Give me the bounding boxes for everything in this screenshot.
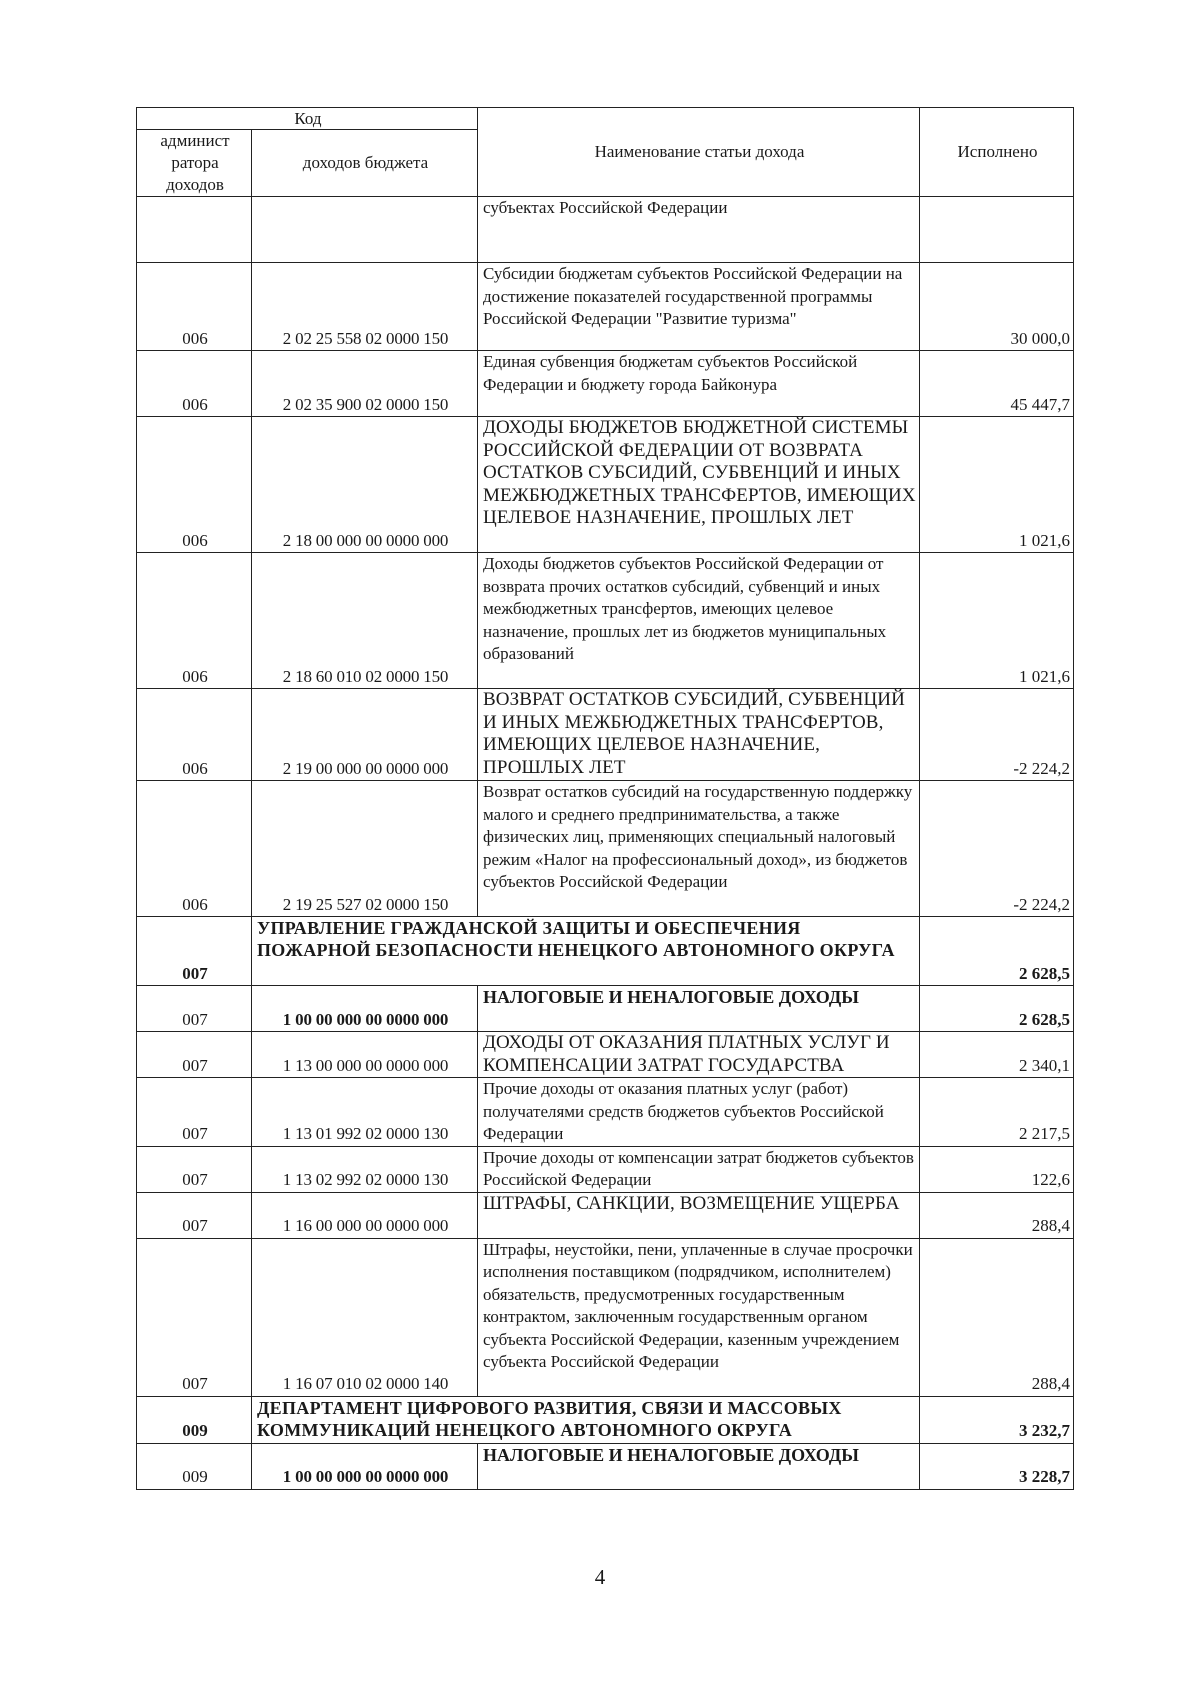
table-header — [137, 108, 1074, 197]
table-row — [137, 689, 1074, 781]
table-row-section — [137, 1396, 1074, 1443]
table-row — [137, 986, 1074, 1032]
name-cell: субъектах Российской Федерации — [478, 197, 920, 263]
code-cell: 1 00 00 000 00 0000 000 — [252, 1443, 478, 1489]
executed-cell: 1 021,6 — [920, 553, 1074, 689]
name-cell: Возврат остатков субсидий на государственную поддержку малого и среднего предпринимательства, а также физических лиц, применяющих специальный налоговый режим «Налог на профессиональный доход», из бюджетов субъектов Российской Федерации — [478, 781, 920, 917]
name-cell: НАЛОГОВЫЕ И НЕНАЛОГОВЫЕ ДОХОДЫ — [478, 986, 920, 1032]
table-row — [137, 1238, 1074, 1396]
name-cell: Штрафы, неустойки, пени, уплаченные в случае просрочки исполнения поставщиком (подрядчиком, исполнителем) обязательств, предусмотренных государственным контрактом, заключенным государственным органом субъекта Российской Федерации, казенным учреждением субъекта Российской Федерации — [478, 1238, 920, 1396]
admin-cell: 007 — [137, 986, 252, 1032]
admin-cell: 007 — [137, 1238, 252, 1396]
executed-cell: 3 228,7 — [920, 1443, 1074, 1489]
executed-cell: 2 628,5 — [920, 917, 1074, 986]
code-cell: 2 02 25 558 02 0000 150 — [252, 263, 478, 351]
name-cell: Доходы бюджетов субъектов Российской Федерации от возврата прочих остатков субсидий, субвенций и иных межбюджетных трансфертов, имеющих целевое назначение, прошлых лет из бюджетов муниципальных образований — [478, 553, 920, 689]
executed-cell: 3 232,7 — [920, 1396, 1074, 1443]
admin-cell: 007 — [137, 1146, 252, 1192]
table-row — [137, 1146, 1074, 1192]
code-cell: 1 13 02 992 02 0000 130 — [252, 1146, 478, 1192]
section-title-cell: ДЕПАРТАМЕНТ ЦИФРОВОГО РАЗВИТИЯ, СВЯЗИ И МАССОВЫХ КОММУНИКАЦИЙ НЕНЕЦКОГО АВТОНОМНОГО ОКРУГА — [252, 1396, 920, 1443]
header-executed-column: Исполнено — [920, 108, 1074, 197]
code-cell: 2 19 00 000 00 0000 000 — [252, 689, 478, 781]
executed-cell: 2 628,5 — [920, 986, 1074, 1032]
executed-cell: -2 224,2 — [920, 689, 1074, 781]
name-cell: ДОХОДЫ ОТ ОКАЗАНИЯ ПЛАТНЫХ УСЛУГ И КОМПЕНСАЦИИ ЗАТРАТ ГОСУДАРСТВА — [478, 1032, 920, 1078]
admin-cell: 006 — [137, 689, 252, 781]
admin-cell: 007 — [137, 917, 252, 986]
executed-cell: 122,6 — [920, 1146, 1074, 1192]
table-row — [137, 417, 1074, 553]
admin-cell: 007 — [137, 1032, 252, 1078]
executed-cell — [920, 197, 1074, 263]
name-cell: Прочие доходы от компенсации затрат бюджетов субъектов Российской Федерации — [478, 1146, 920, 1192]
admin-cell: 006 — [137, 351, 252, 417]
name-cell: Субсидии бюджетам субъектов Российской Федерации на достижение показателей государственной программы Российской Федерации "Развитие туризма" — [478, 263, 920, 351]
name-cell: ВОЗВРАТ ОСТАТКОВ СУБСИДИЙ, СУБВЕНЦИЙ И ИНЫХ МЕЖБЮДЖЕТНЫХ ТРАНСФЕРТОВ, ИМЕЮЩИХ ЦЕЛЕВОЕ НАЗНАЧЕНИЕ, ПРОШЛЫХ ЛЕТ — [478, 689, 920, 781]
code-cell: 1 13 00 000 00 0000 000 — [252, 1032, 478, 1078]
code-cell: 1 00 00 000 00 0000 000 — [252, 986, 478, 1032]
table-row — [137, 1192, 1074, 1238]
admin-cell: 006 — [137, 781, 252, 917]
code-cell: 2 18 00 000 00 0000 000 — [252, 417, 478, 553]
admin-cell: 007 — [137, 1078, 252, 1147]
header-code-column: доходов бюджета — [252, 130, 478, 197]
revenue-table — [136, 107, 1074, 1490]
table-row — [137, 263, 1074, 351]
code-cell: 2 19 25 527 02 0000 150 — [252, 781, 478, 917]
executed-cell: 30 000,0 — [920, 263, 1074, 351]
executed-cell: 288,4 — [920, 1192, 1074, 1238]
admin-cell: 006 — [137, 417, 252, 553]
table-row — [137, 1443, 1074, 1489]
table-row — [137, 781, 1074, 917]
executed-cell: 1 021,6 — [920, 417, 1074, 553]
name-cell: НАЛОГОВЫЕ И НЕНАЛОГОВЫЕ ДОХОДЫ — [478, 1443, 920, 1489]
name-cell: ШТРАФЫ, САНКЦИИ, ВОЗМЕЩЕНИЕ УЩЕРБА — [478, 1192, 920, 1238]
code-cell: 1 13 01 992 02 0000 130 — [252, 1078, 478, 1147]
header-code-group: Код — [137, 108, 478, 130]
table-row-continuation — [137, 197, 1074, 263]
code-cell: 2 02 35 900 02 0000 150 — [252, 351, 478, 417]
table-row — [137, 1032, 1074, 1078]
admin-cell: 007 — [137, 1192, 252, 1238]
table-row — [137, 553, 1074, 689]
code-cell — [252, 197, 478, 263]
admin-cell — [137, 197, 252, 263]
admin-cell: 006 — [137, 553, 252, 689]
admin-cell: 009 — [137, 1443, 252, 1489]
executed-cell: -2 224,2 — [920, 781, 1074, 917]
name-cell: ДОХОДЫ БЮДЖЕТОВ БЮДЖЕТНОЙ СИСТЕМЫ РОССИЙСКОЙ ФЕДЕРАЦИИ ОТ ВОЗВРАТА ОСТАТКОВ СУБСИДИЙ, СУБВЕНЦИЙ И ИНЫХ МЕЖБЮДЖЕТНЫХ ТРАНСФЕРТОВ, ИМЕЮЩИХ ЦЕЛЕВОЕ НАЗНАЧЕНИЕ, ПРОШЛЫХ ЛЕТ — [478, 417, 920, 553]
executed-cell: 288,4 — [920, 1238, 1074, 1396]
code-cell: 2 18 60 010 02 0000 150 — [252, 553, 478, 689]
header-name-column: Наименование статьи дохода — [478, 108, 920, 197]
executed-cell: 2 217,5 — [920, 1078, 1074, 1147]
section-title-cell: УПРАВЛЕНИЕ ГРАЖДАНСКОЙ ЗАЩИТЫ И ОБЕСПЕЧЕНИЯ ПОЖАРНОЙ БЕЗОПАСНОСТИ НЕНЕЦКОГО АВТОНОМНОГО ОКРУГА — [252, 917, 920, 986]
admin-cell: 006 — [137, 263, 252, 351]
name-cell: Прочие доходы от оказания платных услуг (работ) получателями средств бюджетов субъектов Российской Федерации — [478, 1078, 920, 1147]
executed-cell: 2 340,1 — [920, 1032, 1074, 1078]
name-cell: Единая субвенция бюджетам субъектов Российской Федерации и бюджету города Байконура — [478, 351, 920, 417]
header-admin-column: админист ратора доходов — [137, 130, 252, 197]
table-row — [137, 351, 1074, 417]
table-row — [137, 1078, 1074, 1147]
executed-cell: 45 447,7 — [920, 351, 1074, 417]
page-number: 4 — [594, 1565, 606, 1589]
code-cell: 1 16 00 000 00 0000 000 — [252, 1192, 478, 1238]
admin-cell: 009 — [137, 1396, 252, 1443]
code-cell: 1 16 07 010 02 0000 140 — [252, 1238, 478, 1396]
table-row-section — [137, 917, 1074, 986]
